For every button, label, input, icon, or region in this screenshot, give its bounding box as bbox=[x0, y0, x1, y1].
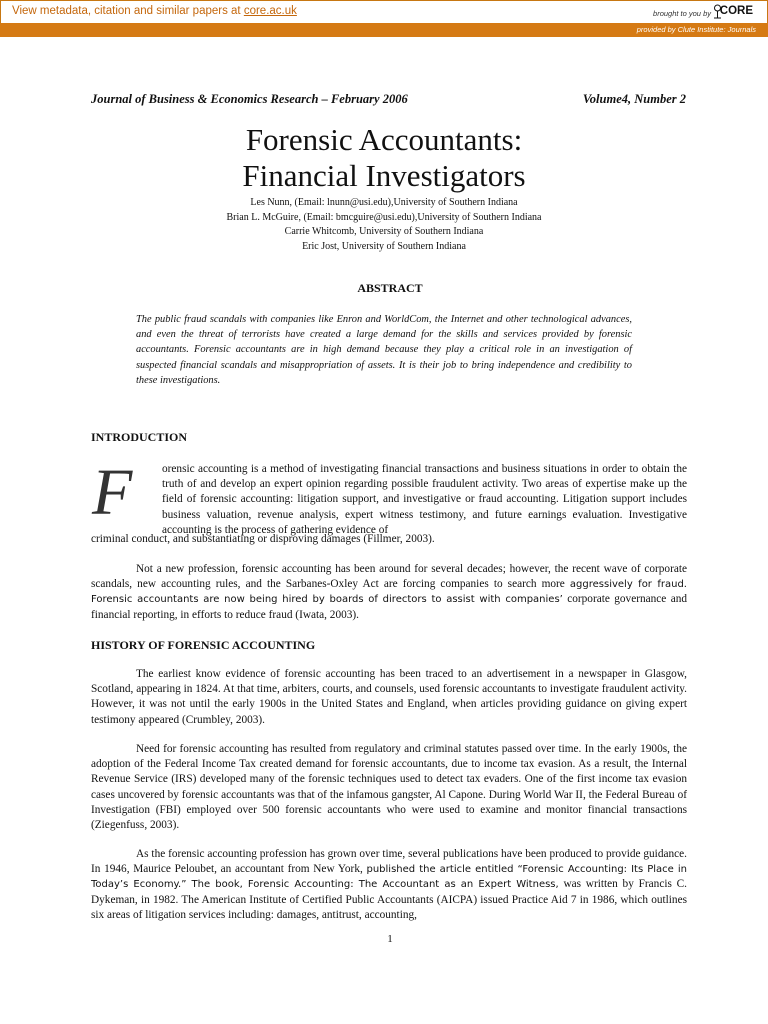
paper-title bbox=[0, 122, 768, 194]
intro-p2-text-a: Not a new profession, forensic accounting has been around for several decades; however, the recent wave of corporate scandals, new accounting rules, and the Sarbanes-Oxley Act are forcing companies to search more bbox=[91, 563, 687, 591]
author-3: Carrie Whitcomb, University of Southern Indiana bbox=[284, 226, 484, 237]
history-p1-text: The earliest know evidence of forensic accounting has been traced to an advertisement in a newspaper in Glasgow, Scotland, appearing in 1824. At that time, arbiters, courts, and counsels, used forensic accountants to investigate fraudulent activity. However, it was not until the early 1900s in the United States and England, when articles providing guidance on giving expert testimony appeared (Crumbley, 2003). bbox=[91, 668, 687, 726]
history-p3-text-a: As the forensic accounting profession has grown over time, several publications have been produced to provide guidance. In 1946, Maurice Peloubet, an accountant from New York, bbox=[91, 848, 687, 876]
history-heading: HISTORY OF FORENSIC ACCOUNTING bbox=[91, 638, 316, 652]
abstract-heading: ABSTRACT bbox=[357, 281, 423, 295]
abstract-text: The public fraud scandals with companies like Enron and WorldCom, the Internet and other technological advances, and even the threat of terrorists have created a large demand for the skills and services provided by forensic accountants. Forensic accountants are in high demand because they play a critical role in an investigation of suspected financial scandals and misappropriation of assets. It is their job to bring independence and credibility to these investigations. bbox=[136, 314, 632, 386]
core-banner-top bbox=[0, 0, 768, 24]
intro-paragraph-1-last-line: criminal conduct, and substantiating or disproving damages (Fillmer, 2003). bbox=[91, 533, 435, 545]
intro-paragraph-1: orensic accounting is a method of investigating financial transactions and business situations in order to obtain the truth of and develop an expert opinion regarding possible fraudulent activity. Two areas of expertise make up the field of forensic accounting: litigation support, and investigative or fraud accounting. Litigation support includes business valuation, revenue analysis, expert witness testimony, and future earnings evaluation. Investigative accounting is the process of gathering evidence of bbox=[162, 463, 687, 536]
history-paragraph-3 bbox=[91, 847, 687, 923]
history-paragraph-2 bbox=[91, 742, 687, 833]
history-paragraph-1 bbox=[91, 667, 687, 728]
title-line-1: Forensic Accountants: bbox=[245, 122, 523, 157]
title-line-2: Financial Investigators bbox=[242, 158, 526, 193]
author-1: Les Nunn, (Email: lnunn@usi.edu),University of Southern Indiana bbox=[250, 197, 518, 208]
history-p3-text-b: published the article entitled “Forensic Accounting: Its Place in Today’s Economy.” The book, Forensic Accounting: The Accountant as an Expert Witness, bbox=[91, 864, 687, 891]
core-banner bbox=[0, 0, 768, 37]
brought-to-you-text: brought to you by bbox=[653, 9, 711, 18]
intro-p2-text-b: aggressively for fraud. Forensic accountants are now being hired by boards of directors to assist with companies’ bbox=[91, 579, 687, 606]
author-list bbox=[0, 196, 768, 254]
intro-paragraph-2 bbox=[91, 562, 687, 623]
introduction-heading: INTRODUCTION bbox=[91, 430, 188, 444]
core-provider-strip bbox=[0, 23, 768, 37]
journal-header: Journal of Business & Economics Research – February 2006 bbox=[91, 92, 408, 106]
author-4: Eric Jost, University of Southern Indiana bbox=[302, 240, 466, 252]
author-2: Brian L. McGuire, (Email: bmcguire@usi.edu),University of Southern Indiana bbox=[226, 211, 542, 223]
core-metadata-link[interactable]: View metadata, citation and similar papers at core.ac.uk bbox=[12, 5, 297, 17]
provided-by-text[interactable]: provided by Clute Institute: Journals bbox=[636, 25, 756, 34]
page-number: 1 bbox=[387, 933, 393, 945]
core-logo[interactable]: CORE bbox=[719, 5, 753, 17]
volume-header: Volume4, Number 2 bbox=[582, 92, 686, 106]
history-p2-text: Need for forensic accounting has resulted from regulatory and criminal statutes passed over time. In the early 1900s, the adoption of the Federal Income Tax created demand for forensic accountants, due to income tax evasion. As a result, the Internal Revenue Service (IRS) developed many of the forensic techniques used to detect tax evaders. One of the first income tax evasion cases uncovered by forensic accountants was that of the infamous gangster, Al Capone. During World War II, the Federal Bureau of Investigation (FBI) employed over 500 forensic accountants who were used to examine and monitor financial transactions (Ziegenfuss, 2003). bbox=[91, 743, 687, 832]
history-p3-text-c: was written by Francis C. Dykeman, in 1982. The American Institute of Certified Public Accountants (AICPA) issued Practice Aid 7 in 1986, which outlines six areas of litigation services including: damages, antitrust, accounting, bbox=[91, 878, 687, 921]
drop-cap: F bbox=[92, 456, 133, 529]
intro-p2-text-c: corporate governance and financial reporting, in efforts to reduce fraud (Iwata, 2003). bbox=[91, 593, 687, 621]
